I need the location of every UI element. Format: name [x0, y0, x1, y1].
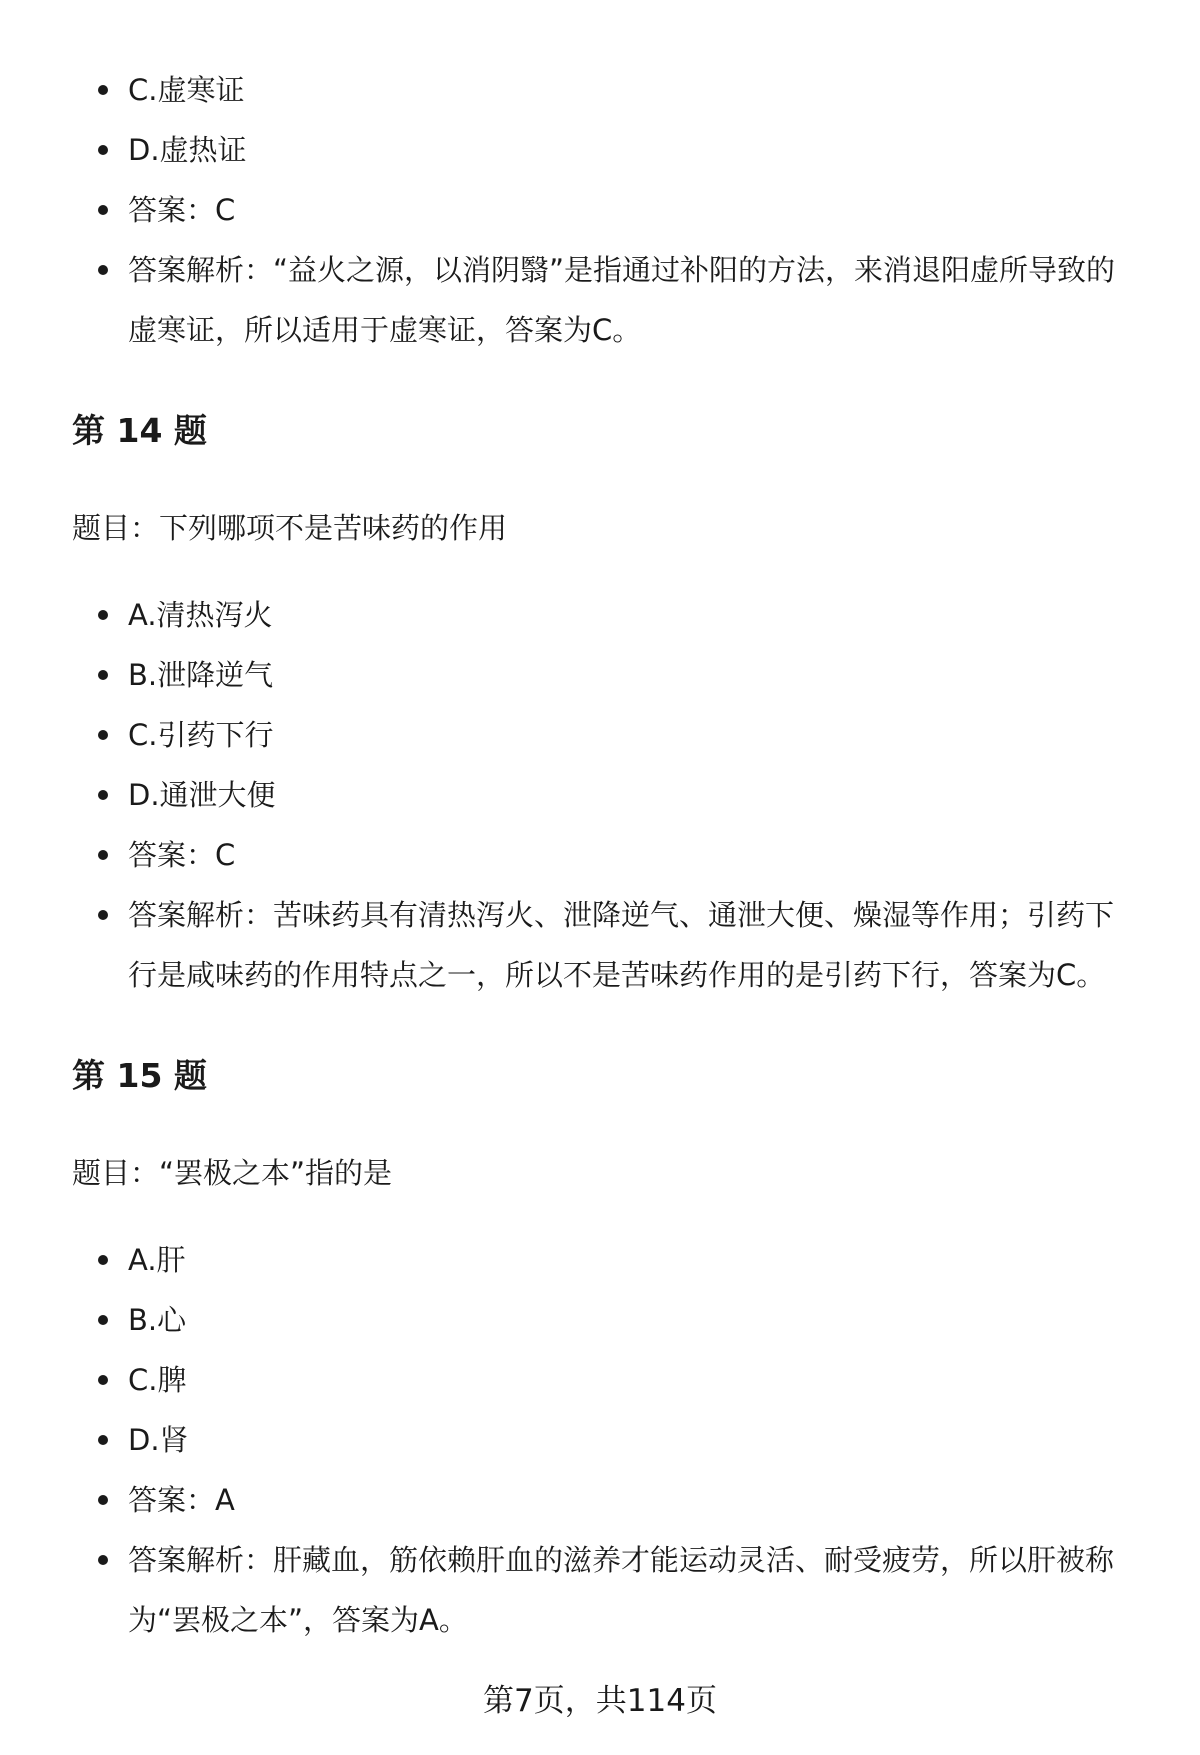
q15-stem: 题目：“罢极之本”指的是 — [72, 1156, 393, 1190]
q14-stem: 题目：下列哪项不是苦味药的作用 — [72, 511, 508, 545]
q13-options — [0, 60, 1162, 360]
q13-explanation: 答案解析：“益火之源，以消阴翳”是指通过补阳的方法，来消退阳虚所导致的虚寒证，所以适用于虚寒证，答案为C。 — [72, 240, 1162, 360]
q14-option-c: C.引药下行 — [72, 705, 1162, 765]
q14-answer: 答案：C — [72, 825, 1162, 885]
q13-answer: 答案：C — [72, 180, 1162, 240]
q14-option-a: A.清热泻火 — [72, 585, 1162, 645]
q15-option-b: B.心 — [72, 1290, 1162, 1350]
q13-option-c: C.虚寒证 — [72, 60, 1162, 120]
q13-option-d: D.虚热证 — [72, 120, 1162, 180]
q15-explanation: 答案解析：肝藏血，筋依赖肝血的滋养才能运动灵活、耐受疲劳，所以肝被称为“罢极之本”，答案为A。 — [72, 1530, 1162, 1650]
page-number: 第7页，共114页 — [483, 1683, 717, 1719]
q15-options — [0, 1230, 1162, 1650]
q15-option-d: D.肾 — [72, 1410, 1162, 1470]
q14-option-b: B.泄降逆气 — [72, 645, 1162, 705]
q14-options — [0, 585, 1162, 1005]
q14-option-d: D.通泄大便 — [72, 765, 1162, 825]
q14-explanation: 答案解析：苦味药具有清热泻火、泄降逆气、通泄大便、燥湿等作用；引药下行是咸味药的作用特点之一，所以不是苦味药作用的是引药下行，答案为C。 — [72, 885, 1162, 1005]
q15-answer: 答案：A — [72, 1470, 1162, 1530]
q15-title: 第 15 题 — [72, 1056, 207, 1095]
q15-option-c: C.脾 — [72, 1350, 1162, 1410]
q15-option-a: A.肝 — [72, 1230, 1162, 1290]
q14-title: 第 14 题 — [72, 411, 207, 450]
